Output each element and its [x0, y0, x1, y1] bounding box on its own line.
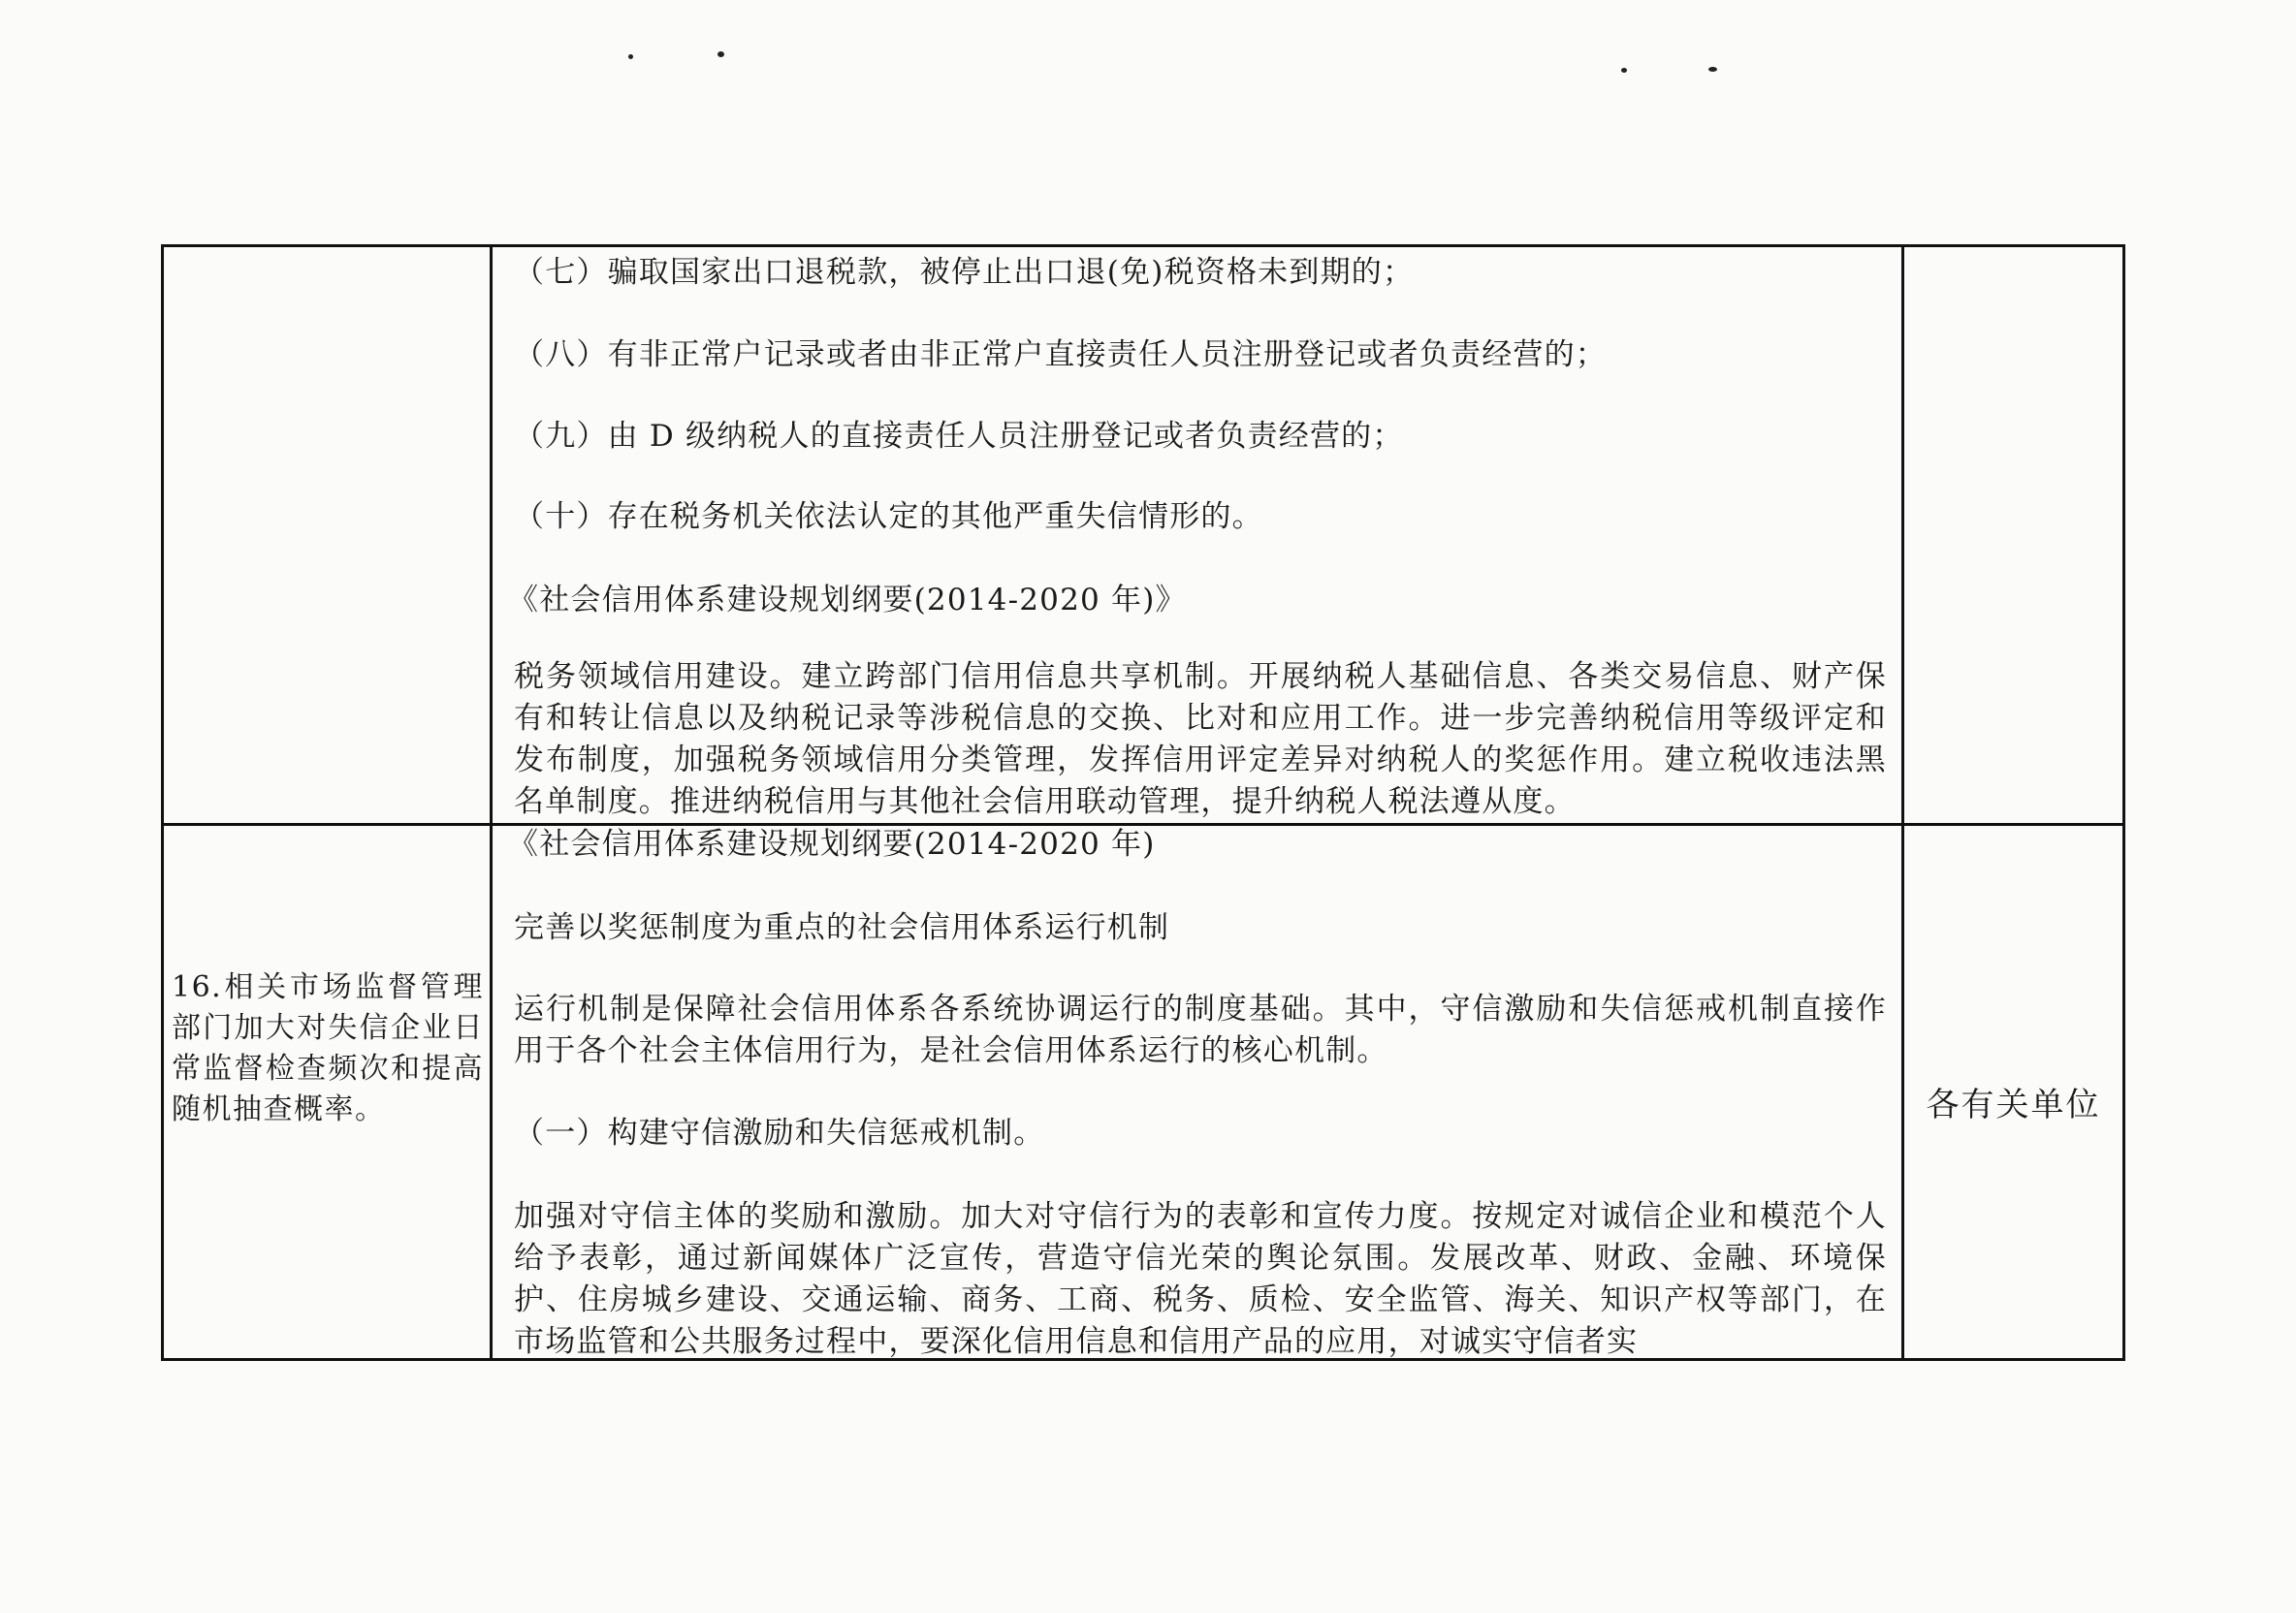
mechanism-heading: 完善以奖惩制度为重点的社会信用体系运行机制 — [514, 910, 1170, 945]
incentive-paragraph: 加强对守信主体的奖励和激励。加大对守信行为的表彰和宣传力度。按规定对诚信企业和模范个人给予表彰，通过新闻媒体广泛宣传，营造守信光荣的舆论氛围。发展改革、财政、金融、环境保护、住房城乡建设、交通运输、商务、工商、税务、质检、安全监管、海关、知识产权等部门，在市场监管和公共服务过程中，要深化信用信息和信用产品的应用，对诚实守信者实 — [514, 1199, 1887, 1358]
scan-speck — [628, 54, 633, 59]
tax-credit-paragraph: 税务领域信用建设。建立跨部门信用信息共享机制。开展纳税人基础信息、各类交易信息、财产保有和转让信息以及纳税记录等涉税信息的交换、比对和应用工作。进一步完善纳税信用等级评定和发布制度，加强税务领域信用分类管理，发挥信用评定差异对纳税人的奖惩作用。建立税收违法黑名单制度。推进纳税信用与其他社会信用联动管理，提升纳税人税法遵从度。 — [514, 659, 1887, 819]
clause-8: （八）有非正常户记录或者由非正常户直接责任人员注册登记或者负责经营的； — [514, 337, 1607, 372]
scan-speck — [718, 51, 724, 57]
measures-table — [161, 244, 2125, 1361]
row2-responsible-cell — [1904, 826, 2122, 1358]
row1-content-cell — [493, 247, 1901, 823]
clause-7: （七）骗取国家出口退税款，被停止出口退(免)税资格未到期的； — [514, 255, 1415, 290]
item-16-text: 16.相关市场监督管理部门加大对失信企业日常监督检查频次和提高随机抽查概率。 — [172, 970, 484, 1126]
row1-item-cell — [164, 247, 490, 823]
subsection-1: （一）构建守信激励和失信惩戒机制。 — [514, 1116, 1045, 1151]
scan-speck — [1621, 68, 1627, 73]
reference-title-2: 《社会信用体系建设规划纲要(2014-2020 年) — [508, 827, 1156, 862]
reference-title: 《社会信用体系建设规划纲要(2014-2020 年)》 — [508, 583, 1187, 617]
responsible-unit: 各有关单位 — [1926, 1086, 2101, 1124]
row2-content-cell — [493, 826, 1901, 1358]
clause-9: （九）由 D 级纳税人的直接责任人员注册登记或者负责经营的； — [514, 419, 1404, 454]
clause-10: （十）存在税务机关依法认定的其他严重失信情形的。 — [514, 499, 1263, 534]
row1-responsible-cell — [1904, 247, 2122, 823]
mechanism-paragraph: 运行机制是保障社会信用体系各系统协调运行的制度基础。其中，守信激励和失信惩戒机制直接作用于各个社会主体信用行为，是社会信用体系运行的核心机制。 — [514, 992, 1887, 1068]
scan-speck — [1708, 67, 1717, 72]
row2-item-cell — [164, 826, 490, 1358]
